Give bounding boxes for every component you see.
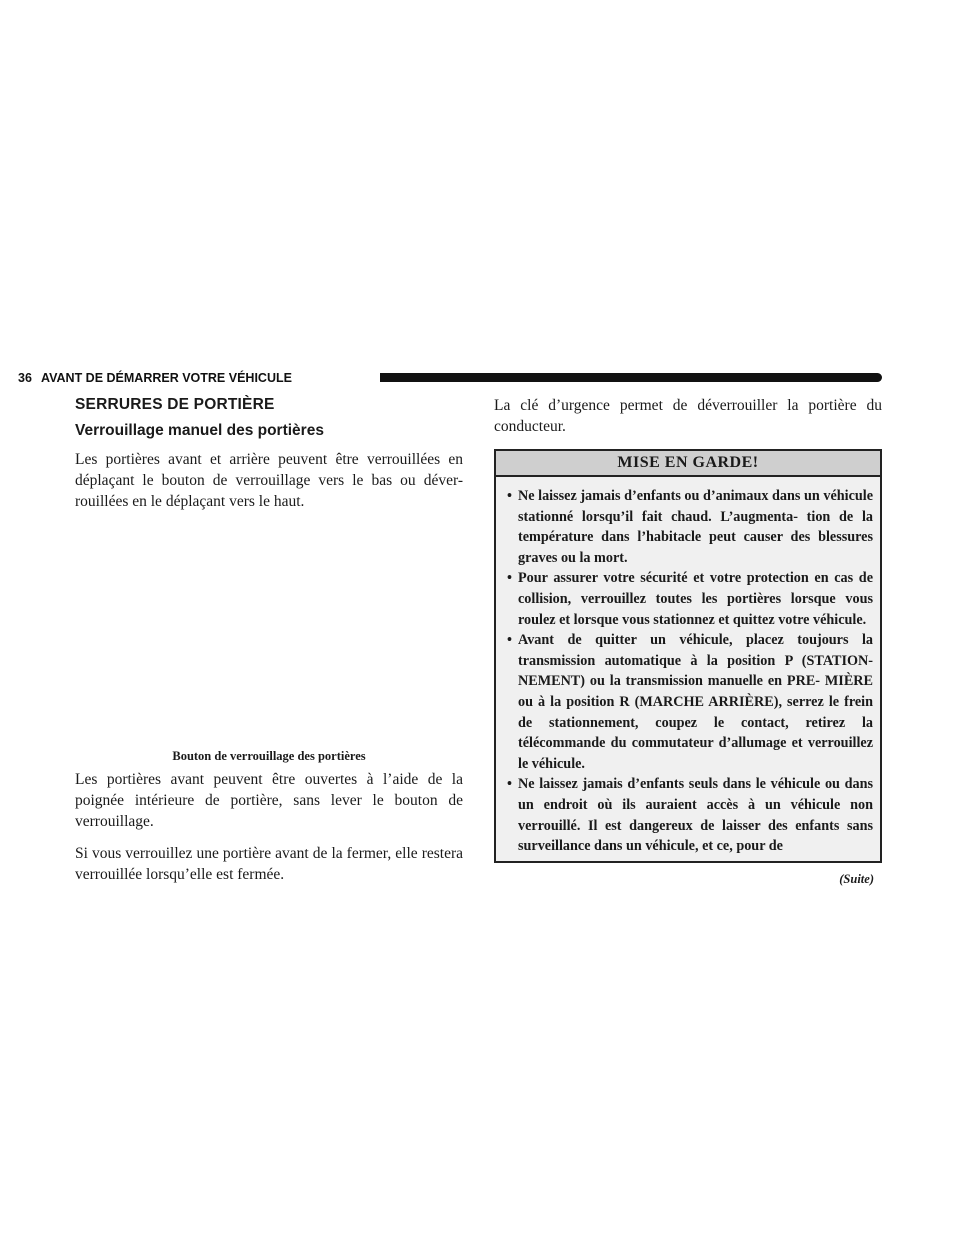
warning-item [507,774,873,856]
warning-list [496,477,880,861]
bullet-icon: • [507,776,512,793]
warning-item-text: Ne laissez jamais d’enfants ou d’animaux dans un véhicule stationné lorsqu’il fait chaud. L’augmenta- tion de la température dans l’habitacle peut causer des blessures graves ou la mort. [518,488,873,566]
warning-item-text: Pour assurer votre sécurité et votre protection en cas de collision, verrouillez toutes les portières lorsque vous roulez et lorsque vous stationnez et quittez votre véhicule. [518,570,873,628]
warning-item [507,630,873,774]
paragraph-open-doors: Les portières avant peuvent être ouvertes à l’aide de la poignée intérieure de portière, sans lever le bouton de verrouillage. [75,771,463,830]
subsection-heading: Verrouillage manuel des portières [75,422,324,439]
warning-item-text: Ne laissez jamais d’enfants seuls dans le véhicule ou dans un endroit où ils auraient accès à un véhicule non verrouillé. Il est dangereux de laisser des enfants sans surveillance dans un véhicule, et ce, pour de [518,776,873,855]
bullet-icon: • [507,488,512,504]
right-column [494,395,882,887]
warning-box [494,449,882,863]
bullet-icon: • [507,570,512,587]
section-heading: SERRURES DE PORTIÈRE [75,396,275,413]
page-number: 36 [18,371,32,385]
left-column [75,395,463,885]
page-header [18,370,882,386]
warning-item [507,568,873,630]
figure-caption: Bouton de verrouillage des portières [172,749,366,763]
paragraph-lock-before-close: Si vous verrouillez une portière avant de la fermer, elle restera verrouillée lorsqu’elle est fermée. [75,845,463,883]
warning-title: MISE EN GARDE! [496,451,880,477]
header-bar [380,373,882,382]
warning-item-text: Avant de quitter un véhicule, placez toujours la transmission automatique à la position P (STATION- NEMENT) ou la transmission manuelle en PRE- MIÈRE ou à la position R (MARCHE ARRIÈRE), serrez le frein de stationnement, coupez le contact, retirez la télécommande du commutateur d’allumage et verrouillez le véhicule. [518,632,873,772]
continued-label: (Suite) [839,871,874,886]
warning-item [507,486,873,568]
paragraph-emergency-key: La clé d’urgence permet de déverrouiller la portière du conducteur. [494,397,882,435]
section-title: AVANT DE DÉMARRER VOTRE VÉHICULE [41,371,292,385]
paragraph-manual-lock: Les portières avant et arrière peuvent être verrouillées en déplaçant le bouton de verrouillage vers le bas ou déver- rouillées en le déplaçant vers le haut. [75,451,463,510]
bullet-icon: • [507,632,512,649]
figure-placeholder [75,512,463,748]
